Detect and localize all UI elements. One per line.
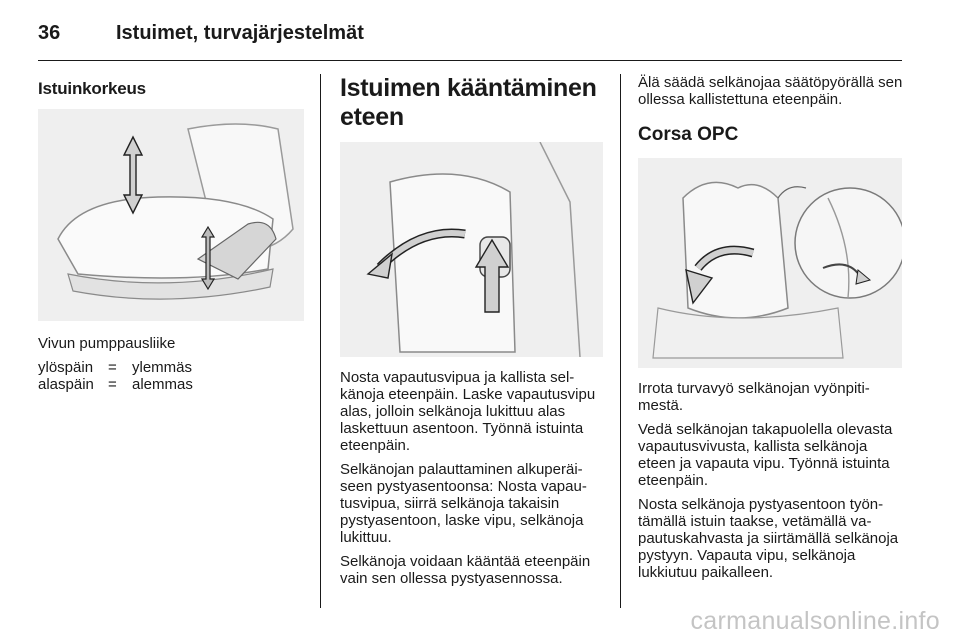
page-number: 36 — [38, 21, 61, 44]
legend-key: alaspäin — [38, 376, 94, 393]
running-title: Istuimet, turvajärjestelmät — [116, 21, 364, 44]
paragraph: Vedä selkänojan takapuolella olevasta vapautusvivusta, kallista selkänoja eteen ja vapauta vipu. Työnnä istuinta eteenpäin. — [638, 421, 893, 489]
corsa-opc-seat-illustration — [638, 158, 902, 368]
legend-row — [38, 359, 193, 376]
legend-sep: = — [108, 376, 117, 393]
legend-value: alemmas — [132, 376, 193, 393]
column-corsa-opc — [638, 74, 906, 588]
seat-height-illustration — [38, 109, 304, 321]
watermark-text: carmanualsonline.info — [690, 607, 940, 635]
column-seat-height — [38, 74, 308, 393]
legend-value: ylemmäs — [132, 359, 193, 376]
header-rule — [38, 60, 902, 61]
legend-row — [38, 376, 193, 393]
legend-sep: = — [108, 359, 117, 376]
section-heading: Corsa OPC — [638, 124, 739, 145]
paragraph: Irrota turvavyö selkänojan vyönpitimestä. — [638, 380, 870, 414]
intro-paragraph: Älä säädä selkänojaa säätöpyörällä sen ollessa kallistettuna eteenpäin. — [638, 74, 903, 108]
column-divider — [320, 74, 321, 608]
legend-table — [38, 359, 193, 393]
seat-fold-illustration — [340, 142, 603, 357]
column-divider — [620, 74, 621, 608]
column-fold-seat — [340, 74, 605, 594]
paragraph: Selkänojan palauttaminen alkuperäiseen pystyasentoonsa: Nosta vapautusvipua, siirrä selkänoja takaisin pystyasentoon, laske vipu, selkänoja lukittuu. — [340, 461, 587, 546]
paragraph: Nosta vapautusvipua ja kallista selkänoja eteenpäin. Laske vapautusvipu alas, jolloin selkänoja lukittuu alas laskettuun asentoon. Työnnä istuinta eteenpäin. — [340, 369, 596, 454]
paragraph: Selkänoja voidaan kääntää eteenpäin vain sen ollessa pystyasennossa. — [340, 553, 591, 587]
section-heading: Istuimen kääntäminen eteen — [340, 74, 597, 131]
paragraph: Nosta selkänoja pystyasentoon työntämällä istuin taakse, vetämällä vapautuskahvasta ja siirtämällä selkänoja pystyyn. Vapauta vipu, selkänoja lukkiutuu paikalleen. — [638, 496, 899, 581]
section-heading: Istuinkorkeus — [38, 79, 146, 98]
page-header — [38, 18, 364, 48]
legend-key: ylöspäin — [38, 359, 94, 376]
figure-caption: Vivun pumppausliike — [38, 335, 176, 352]
